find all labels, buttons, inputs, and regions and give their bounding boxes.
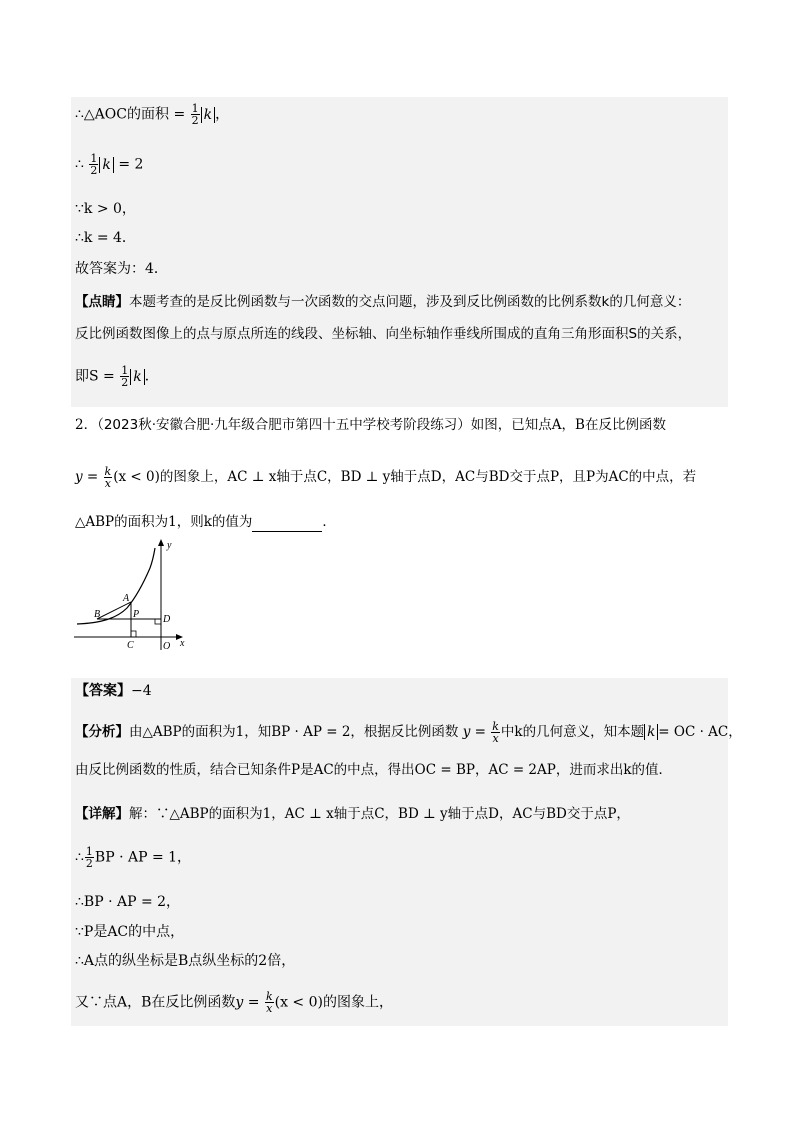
- question-text: 如图，已知点A，B在反比例函数: [470, 417, 666, 433]
- denominator: 2: [85, 857, 93, 870]
- line-detail-6: [75, 991, 393, 1014]
- y-equals: y =: [235, 994, 260, 1011]
- point-a-label: A: [123, 593, 130, 604]
- numerator: k: [492, 720, 499, 733]
- analysis-text: 中k的几何意义，知本题: [500, 724, 645, 740]
- punct: ．: [144, 368, 159, 385]
- numerator: 1: [90, 152, 98, 165]
- right-angle-c: [131, 631, 136, 637]
- question-line-2: [75, 466, 696, 489]
- condition: (x < 0): [113, 469, 160, 485]
- question-number: 2．: [75, 417, 98, 433]
- line-detail-4: ∵P是AC的中点，: [75, 924, 185, 940]
- point-p-label: P: [133, 609, 140, 620]
- denominator: 2: [121, 376, 129, 389]
- fraction-half: [85, 846, 94, 869]
- detail-text: 又∵点A，B在反比例函数: [75, 994, 236, 1011]
- numerator: 1: [191, 102, 199, 115]
- analysis-tag: 【分析】: [75, 724, 129, 740]
- detail-tag: 【详解】: [75, 806, 129, 822]
- y-equals: y =: [462, 724, 486, 740]
- numerator: k: [104, 465, 112, 478]
- hyperbola-curve: [77, 548, 155, 624]
- denominator: x: [266, 1002, 273, 1015]
- answer-tag: 【答案】: [75, 683, 131, 699]
- line-detail-5: ∴A点的纵坐标是B点纵坐标的2倍，: [75, 953, 296, 969]
- question-text: 的图象上，AC ⊥ x轴于点C，BD ⊥ y轴于点D，AC与BD交于点P，且P为AC的中点，若: [159, 469, 697, 485]
- line-area-aoc: [75, 103, 229, 126]
- punct: ．: [322, 514, 336, 530]
- fraction-half: [191, 103, 200, 126]
- line-analysis-1: [75, 721, 742, 744]
- detail-text: BP · AP = 1，: [94, 849, 192, 866]
- line-half-k-eq-2: [75, 153, 143, 176]
- y-equals: y =: [75, 469, 99, 485]
- fraction-k-over-x: [265, 991, 274, 1014]
- rhs: = 2: [118, 156, 144, 173]
- line-s-half-k: [75, 365, 159, 388]
- line-comment-2: 反比例函数图像上的点与原点所连的线段、坐标轴、向坐标轴作垂线所围成的直角三角形面积S的关系，: [75, 326, 692, 342]
- origin-label: O: [163, 641, 171, 652]
- punct: ，: [215, 106, 230, 123]
- line-k-positive: ∵k > 0，: [75, 201, 136, 217]
- abs-k: k: [99, 157, 113, 173]
- fraction-half: [120, 365, 129, 388]
- fraction-half: [89, 153, 98, 176]
- point-c-label: C: [127, 640, 134, 651]
- line-answer: 故答案为：4．: [75, 261, 168, 277]
- right-angle-d: [155, 619, 161, 624]
- detail-text: 解：∵△ABP的面积为1，AC ⊥ x轴于点C，BD ⊥ y轴于点D，AC与BD交于点P，: [129, 806, 630, 822]
- numerator: 1: [85, 845, 93, 858]
- denominator: x: [492, 732, 499, 745]
- detail-text: 的图象上，: [322, 994, 393, 1011]
- line-k-eq-4: ∴k = 4．: [75, 230, 136, 246]
- comment-text: 本题考查的是反比例函数与一次函数的交点问题，涉及到反比例函数的比例系数k的几何意义：: [129, 294, 691, 310]
- analysis-text: = OC · AC，: [658, 724, 742, 740]
- abs-k: k: [644, 724, 658, 740]
- comment-tag: 【点睛】: [75, 294, 129, 310]
- analysis-text: 由△ABP的面积为1，知BP · AP = 2，根据反比例函数: [129, 724, 459, 740]
- numerator: k: [265, 990, 273, 1003]
- y-axis-arrow: [158, 539, 164, 546]
- question-text: △ABP的面积为1，则k的值为: [75, 514, 253, 530]
- line-detail-1: [75, 803, 630, 825]
- fraction-k-over-x: [104, 466, 113, 489]
- equals: =: [173, 106, 186, 123]
- answer-value: −4: [131, 683, 152, 699]
- therefore: ∴: [75, 849, 84, 866]
- x-axis-label: x: [180, 638, 185, 649]
- question-line-1: [75, 415, 666, 435]
- denominator: 2: [191, 114, 199, 127]
- abs-k: k: [201, 107, 215, 123]
- line-comment-1: [75, 291, 690, 313]
- point-d-label: D: [163, 614, 171, 625]
- line-detail-2: [75, 846, 191, 869]
- numerator: 1: [121, 364, 129, 377]
- denominator: x: [104, 477, 111, 490]
- question-line-3: [75, 512, 336, 532]
- denominator: 2: [90, 164, 98, 177]
- line-answer: [75, 680, 152, 702]
- text: ∴△AOC的面积: [75, 106, 169, 123]
- line-analysis-2: 由反比例函数的性质，结合已知条件P是AC的中点，得出OC = BP，AC = 2AP，进而求出k的值．: [75, 762, 673, 778]
- text: 即S =: [75, 368, 115, 385]
- answer-blank: [252, 517, 322, 532]
- solution-block-1: [71, 97, 728, 407]
- function-graph-figure: [72, 538, 197, 653]
- fraction-k-over-x: [491, 721, 500, 744]
- line-detail-3: ∴BP · AP = 2，: [75, 894, 181, 910]
- therefore: ∴: [75, 156, 84, 173]
- point-b-label: B: [94, 609, 101, 620]
- solution-block-2: [71, 678, 742, 1026]
- abs-k: k: [130, 369, 144, 385]
- question-source: （2023秋·安徽合肥·九年级合肥市第四十五中学校考阶段练习）: [97, 417, 471, 433]
- y-axis-label: y: [167, 540, 172, 551]
- condition: (x < 0): [274, 994, 323, 1011]
